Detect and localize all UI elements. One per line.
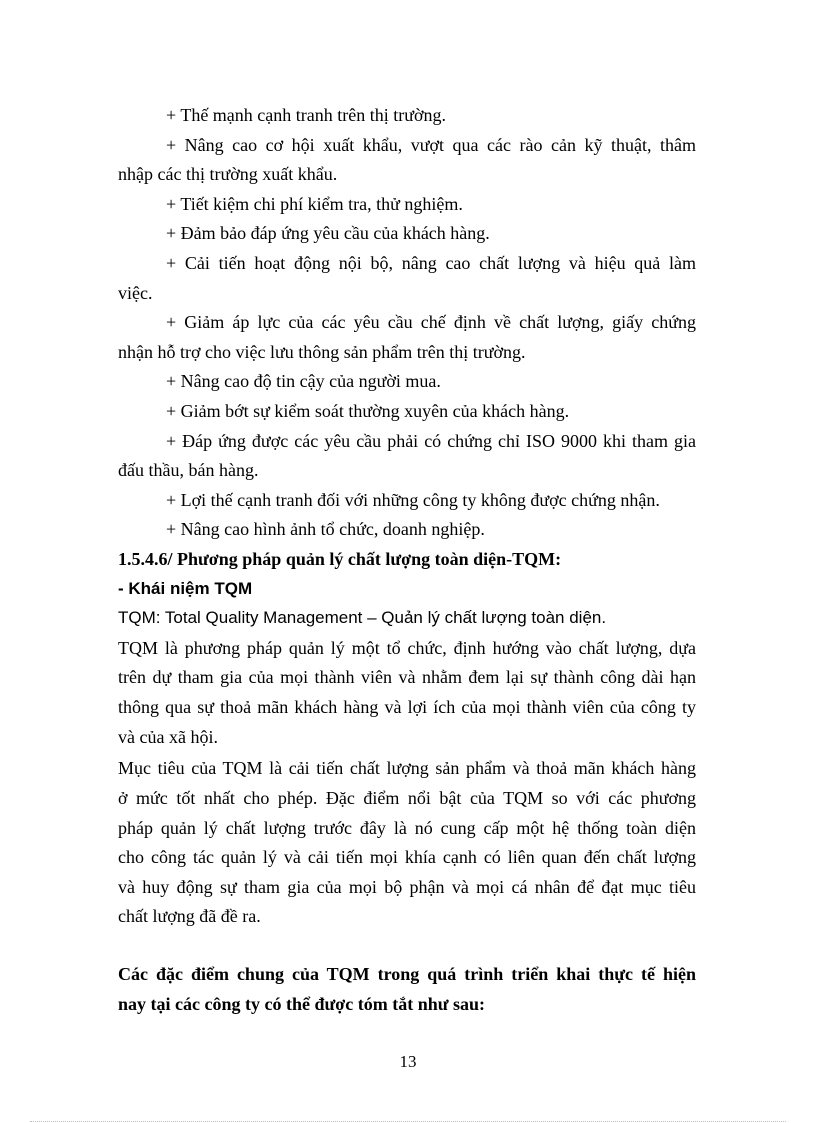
section-heading: 1.5.4.6/ Phương pháp quản lý chất lượng toàn diện-TQM: xyxy=(118,549,562,569)
bullet-line: + Nâng cao cơ hội xuất khẩu, vượt qua các rào cản kỹ thuật, thâm xyxy=(166,135,696,155)
bullet-line: + Nâng cao hình ảnh tổ chức, doanh nghiệp. xyxy=(166,519,485,539)
paragraph-line: pháp quản lý chất lượng trước đây là nó cung cấp một hệ thống toàn diện xyxy=(118,818,696,838)
paragraph-line: và của xã hội. xyxy=(118,727,218,747)
page-number: 13 xyxy=(399,1052,417,1071)
bold-heading-line: Các đặc điểm chung của TQM trong quá trình triển khai thực tế hiện xyxy=(118,964,696,984)
bullet-continuation: nhận hỗ trợ cho việc lưu thông sản phẩm trên thị trường. xyxy=(118,342,526,362)
bullet-line: + Tiết kiệm chi phí kiểm tra, thử nghiệm. xyxy=(166,194,463,214)
paragraph-line: TQM là phương pháp quản lý một tổ chức, định hướng vào chất lượng, dựa xyxy=(118,638,696,658)
bullet-line: + Nâng cao độ tin cậy của người mua. xyxy=(166,371,441,391)
definition-line: TQM: Total Quality Management – Quản lý chất lượng toàn diện. xyxy=(118,608,607,627)
paragraph-line: chất lượng đã đề ra. xyxy=(118,906,261,926)
bullet-line: + Giảm áp lực của các yêu cầu chế định về chất lượng, giấy chứng xyxy=(166,312,696,332)
paragraph-line: Mục tiêu của TQM là cải tiến chất lượng sản phẩm và thoả mãn khách hàng xyxy=(118,758,696,778)
page-bottom-border xyxy=(30,1121,786,1122)
paragraph-line: trên dự tham gia của mọi thành viên và nhằm đem lại sự thành công dài hạn xyxy=(118,667,696,687)
bullet-continuation: việc. xyxy=(118,283,153,303)
bullet-line: + Đảm bảo đáp ứng yêu cầu của khách hàng. xyxy=(166,223,490,243)
subheading: - Khái niệm TQM xyxy=(118,579,253,598)
paragraph-line: và huy động sự tham gia của mọi bộ phận và mọi cá nhân để đạt mục tiêu xyxy=(118,877,696,897)
paragraph-line: thông qua sự thoả mãn khách hàng và lợi ích của mọi thành viên của công ty xyxy=(118,697,696,717)
bullet-continuation: nhập các thị trường xuất khẩu. xyxy=(118,164,338,184)
bullet-line: + Cải tiến hoạt động nội bộ, nâng cao chất lượng và hiệu quả làm xyxy=(166,253,696,273)
paragraph-line: ở mức tốt nhất cho phép. Đặc điểm nổi bật của TQM so với các phương xyxy=(118,788,696,808)
bold-heading-line: nay tại các công ty có thể được tóm tắt như sau: xyxy=(118,994,486,1014)
bullet-continuation: đấu thầu, bán hàng. xyxy=(118,460,259,480)
bullet-line: + Đáp ứng được các yêu cầu phải có chứng chỉ ISO 9000 khi tham gia xyxy=(166,431,696,451)
bullet-line: + Thế mạnh cạnh tranh trên thị trường. xyxy=(166,105,447,125)
paragraph-line: cho công tác quản lý và cải tiến mọi khía cạnh có liên quan đến chất lượng xyxy=(118,847,696,867)
bullet-line: + Giảm bớt sự kiểm soát thường xuyên của khách hàng. xyxy=(166,401,570,421)
bullet-line: + Lợi thế cạnh tranh đối với những công ty không được chứng nhận. xyxy=(166,490,660,510)
